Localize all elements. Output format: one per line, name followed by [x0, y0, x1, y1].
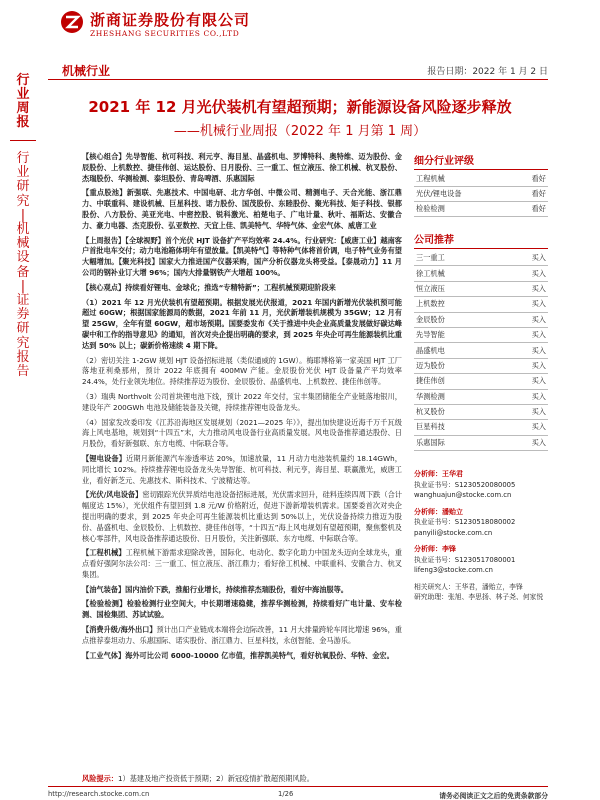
paragraph-inspection: [82, 599, 402, 621]
recommend-company: 三一重工: [416, 253, 445, 263]
paragraph-text: 密切跟踪光伏异质结电池设备招标进展，光伏需求回升，硅料连续四周下跌（合计幅度达 15%），光伏组件有望回到 1.8 元/W 价格附近，促进下游新增装机需求。国要委首次对央企提出明确的要求，到 2025 年央企可再生能源装机比重达到 50%以上，光伏设备持续力推迈为股份、晶盛机电、金辰股份、上机数控、捷佳伟创等，“十四五”海上风电规划有望超预期，聚焦整机及核心零部件，风电设备推荐通达股份、日月股份，关注新强联、东方电缆、中际联合等。: [82, 490, 402, 543]
related-research: [414, 582, 548, 602]
analyst-license: 执业证书号：S1230518080002: [414, 518, 516, 527]
analyst-email[interactable]: lifeng3@stocke.com.cn: [414, 566, 493, 575]
recommend-row: [414, 390, 548, 405]
risk-warning: [82, 774, 548, 784]
paragraph-label: 【锂电设备】: [82, 453, 127, 463]
rating-table: [414, 172, 548, 217]
paragraph-label: 【工程机械】: [82, 548, 126, 558]
recommend-rating: 买入: [531, 360, 546, 370]
paragraph-text: （4）国家发改委印发《江苏沿海地区发展规划（2021—2025 年）》，提出加快建设近海千万千瓦级海上风电基地，规划到“十四五”末，大力推动风电设备行业高质量发展。风电设备推荐通达股份、日月股份，看好新强联、东方电缆、中际联合等。: [82, 417, 402, 449]
rating-section-title: 细分行业评级: [414, 152, 548, 170]
risk-label: 风险提示：: [82, 774, 118, 783]
recommend-company: 捷佳伟创: [416, 376, 445, 386]
paragraph-text: （3）瑞典 Northvolt 公司首块锂电池下线，预计 2022 年交付，宝丰集团储能全产业链落地银川，建设年产 200GWh 电池及储能装备及关键，持续推荐锂电设备龙头。: [82, 391, 402, 412]
paragraph-consumer-export: [82, 625, 402, 647]
recommend-company: 华测检测: [416, 391, 445, 401]
recommend-company: 先导智能: [416, 330, 445, 340]
disclaimer-note: 请务必阅读正文之后的免责条款部分: [439, 792, 548, 800]
sidebar-dash-1: |: [20, 207, 26, 223]
paragraph-text: 国内油价下跌，推船行业增长，持续推荐杰瑞股份，看好中海油服等。: [125, 584, 348, 594]
page-footer: [48, 786, 548, 800]
sidebar-category-2: 机械设备: [16, 222, 30, 280]
paragraph-label: 【核心观点】: [82, 282, 126, 292]
paragraph-label: 【光伏/风电设备】: [82, 490, 143, 500]
analyst-name: 分析师：潘贻立: [414, 507, 463, 516]
rating-sector: 工程机械: [416, 174, 445, 183]
report-date: 报告日期：2022 年 1 月 2 日: [427, 67, 548, 77]
paragraph-text: （2）密切关注 1-2GW 规划 HJT 设备招标进展（类似通威的 1GW）。梅耶博格第一家美国 HJT 工厂落地亚利桑那州，预计 2022 年底拥有 400MW 产能。金辰股份光伏 HJT 设备量产平均效率 24.4%，处行业领先地位。持续推荐迈为股份、金辰股份、晶盛机电、上机数控、捷佳伟创等。: [82, 355, 402, 387]
paragraph-label: 【重点股池】: [82, 188, 127, 198]
analyst-license: 执业证书号：S1230517080001: [414, 555, 516, 564]
paragraph-construction: [82, 548, 402, 580]
analyst-list: [414, 469, 548, 576]
recommend-row: [414, 266, 548, 281]
recommend-company: 恒立液压: [416, 283, 445, 293]
rating-value: 看好: [531, 204, 546, 213]
company-name-cn: 浙商证券股份有限公司: [90, 11, 251, 29]
recommend-rating: 买入: [531, 345, 546, 355]
paragraph-text: 预计出口产业链成本端将会边际改善，11 月大排量跨轮车同比增速 96%，重点推荐泰坦动力、乐惠国际、诺实股份、浙江鼎力、巨星科技，永创智能、金马游乐。: [82, 625, 402, 645]
paragraph-key-stocks: [82, 188, 402, 231]
sidebar-divider: [10, 140, 36, 141]
rating-value: 看好: [531, 189, 546, 198]
analyst-card: [414, 469, 548, 501]
recommend-rating: 买入: [531, 314, 546, 324]
recommend-row: [414, 374, 548, 389]
paragraph-text: 近期月新能源汽车渗透率达 20%，加速放量，11 月动力电池装机量约 18.14GWh，同比增长 102%。持续推荐锂电设备龙头先导智能、杭可科技、利元亨，海目星、联赢激光，威唐工业，看好新芝元、先惠技术、斯科技术、宁波精达等。: [82, 453, 402, 485]
recommend-rating: 买入: [531, 437, 546, 447]
recommend-rating: 买入: [531, 299, 546, 309]
sidebar-category-3: 证券研究报告: [16, 293, 30, 380]
recommend-row: [414, 328, 548, 343]
paragraph-last-week: [82, 236, 402, 279]
recommend-rating: 买入: [531, 253, 546, 263]
recommend-row: [414, 343, 548, 358]
recommend-company: 巨星科技: [416, 422, 445, 432]
page-header: [0, 0, 600, 50]
rating-sector: 光伏/锂电设备: [416, 189, 462, 198]
report-subtitle: ——机械行业周报（2022 年 1 月第 1 周）: [173, 124, 427, 139]
recommend-row: [414, 282, 548, 297]
page-number: 1/26: [278, 790, 294, 798]
recommend-row: [414, 436, 548, 451]
right-sidebar: [414, 152, 548, 602]
recommend-rating: 买入: [531, 376, 546, 386]
recommend-company: 迈为股份: [416, 360, 445, 370]
paragraph-point-3: [82, 392, 402, 414]
industry-bar: [48, 60, 548, 80]
analyst-email[interactable]: wanghuajun@stocke.com.cn: [414, 491, 512, 500]
paragraph-core-view: [82, 283, 402, 294]
analyst-card: [414, 544, 548, 576]
recommend-table: [414, 251, 548, 451]
sidebar-dash-2: |: [20, 278, 26, 294]
paragraph-pv-wind: [82, 490, 402, 544]
rating-sector: 检验检测: [416, 204, 445, 213]
paragraph-point-4: [82, 418, 402, 450]
main-body: [82, 152, 402, 665]
paragraph-oil-gas: [82, 585, 402, 596]
recommend-row: [414, 251, 548, 266]
analyst-card: [414, 507, 548, 539]
paragraph-point-1: [82, 298, 402, 352]
paragraph-text: 【全球视野】首个光伏 HJT 设备扩产平均效率 24.4%。行业研究：【威唐工业】越南客户首批电车交付；动力电池箱体明年有望放量。【凯美特气】等特种气体将首价调，电子特气业务有望大幅增加。【聚光科技】国家大力推进国产仪器采购，国产分析仪器龙头将受益。【泰晟动力】11 月公司的钢补业订大增 96%；国内大排量钢铁产大增超 100%。: [82, 235, 402, 277]
company-logo-icon: [60, 10, 84, 34]
paragraph-label: 【工业气体】: [82, 650, 126, 660]
recommend-rating: 买入: [531, 330, 546, 340]
paragraph-core-portfolio: [82, 152, 402, 184]
paragraph-text: 先导智能、杭可科技、利元亨、海目星、晶盛机电、罗博特科、奥特维、迈为股份、金辰股份、上机数控、捷佳伟创、运达股份、日月股份、三一重工、恒立液压、徐工机械、杭叉股份、杰瑞股份、华测检测、泰坦股份、青岛啤酒、乐惠国际: [82, 152, 402, 183]
sidebar-category-1: 行业研究: [16, 151, 30, 209]
report-title: 2021 年 12 月光伏装机有望超预期；新能源设备风险逐步释放: [88, 98, 512, 116]
recommend-rating: 买入: [531, 422, 546, 432]
paragraph-label: 【消费升级/海外出口】: [82, 625, 157, 635]
sidebar-report-type-text: 行业周报: [16, 73, 30, 130]
analyst-name: 分析师：王华君: [414, 470, 463, 479]
recommend-company: 晶盛机电: [416, 345, 445, 355]
rating-row: [414, 202, 548, 217]
recommend-company: 金辰股份: [416, 314, 445, 324]
recommend-company: 上机数控: [416, 299, 445, 309]
analyst-email[interactable]: panyili@stocke.com.cn: [414, 528, 493, 537]
recommend-section-title: 公司推荐: [414, 231, 548, 249]
analyst-name: 分析师：李锋: [414, 545, 456, 554]
rating-row: [414, 172, 548, 187]
recommend-row: [414, 420, 548, 435]
analyst-license: 执业证书号：S1230520080005: [414, 480, 516, 489]
paragraph-industrial-gas: [82, 651, 402, 662]
recommend-row: [414, 297, 548, 312]
related-authors: 相关研究人：王华君，潘贻立，李锋: [414, 582, 523, 591]
recommend-row: [414, 313, 548, 328]
paragraph-label: 【油气装备】: [82, 584, 126, 594]
sidebar-category: [12, 152, 34, 379]
recommend-company: 杭叉股份: [416, 407, 445, 417]
paragraph-point-2: [82, 356, 402, 388]
rating-row: [414, 187, 548, 202]
paragraph-text: （1）2021 年 12 月光伏装机有望超预期。根据发展光伏报道，2021 年国内新增光伏装机预可能超过 60GW；根据国家能源局的数据，2021 年前 11 月，光伏新增装机规模为 35GW；12 月有望 25GW，全年有望 60GW，超市场预期。国要委发布《关于推进中央企业高质量发展做好碳达峰碳中和工作的指导意见》的通知，首次对央企提出明确的要求，到 2025 年央企可再生能源装机比重达到 50% 以上；碳新价格速续 4 期下降。: [82, 297, 402, 350]
paragraph-label: 【上周报告】: [82, 235, 126, 245]
recommend-rating: 买入: [531, 407, 546, 417]
industry-label: 机械行业: [62, 64, 111, 78]
risk-text: 1）基建及地产投资低于预期；2）新冠疫情扩散超预期风险。: [117, 774, 314, 783]
paragraph-label: 【核心组合】: [82, 152, 126, 161]
paragraph-text: 持续看好锂电、金球化；推选“专精特新”；工程机械预期迎阶段来: [125, 282, 336, 292]
paragraph-text: 新强联、先惠技术、中国电研、北方华创、中微公司、精测电子、天合光能、浙江鼎力、中联重科、建设机械、巨星科技、诺力股份、国茂股份、东睦股份、聚光科技、矩子科技、银都股份、八方股份、美亚光电、中密控股、锐科激光、柏楚电子、广电计量、秋叶、福斯达、安徽合力、豪力电器、杰克股份、弘亚数控、天宜上佳、凯美特气、华特气体、金宏气体、威唐工业: [82, 188, 402, 230]
research-assistants: 研究助理：张旭、李思扬、林子尧、何家悦: [414, 592, 544, 601]
sidebar-report-type: [12, 74, 34, 130]
paragraph-text: 海外可比公司 6000-10000 亿市值，推荐凯美特气，看好杭氧股份、华特、金宏。: [125, 650, 394, 660]
paragraph-text: 工程机械下游需求迎除改善，国际化、电动化、数字化助力中国龙头迈向全球龙头，重点看好强阿尔法公司：三一重工、恒立液压、浙江鼎力；看好徐工机械、中联重科、安徽合力、杭叉集团。: [82, 548, 402, 579]
recommend-row: [414, 359, 548, 374]
rating-value: 看好: [531, 174, 546, 183]
recommend-company: 徐工机械: [416, 268, 445, 278]
recommend-rating: 买入: [531, 268, 546, 278]
recommend-rating: 买入: [531, 283, 546, 293]
paragraph-lithium: [82, 454, 402, 486]
paragraph-text: 检验检测行业空间大，中长期增速稳健，推荐华测检测，持续看好广电计量、安车检测、国检集团、苏试试验。: [82, 599, 402, 620]
research-url-link[interactable]: http://research.stocke.com.cn: [48, 790, 150, 798]
recommend-row: [414, 405, 548, 420]
company-name-en: ZHESHANG SECURITIES CO.,LTD: [90, 29, 240, 38]
paragraph-label: 【检验检测】: [82, 599, 127, 609]
recommend-rating: 买入: [531, 391, 546, 401]
recommend-company: 乐惠国际: [416, 437, 445, 447]
